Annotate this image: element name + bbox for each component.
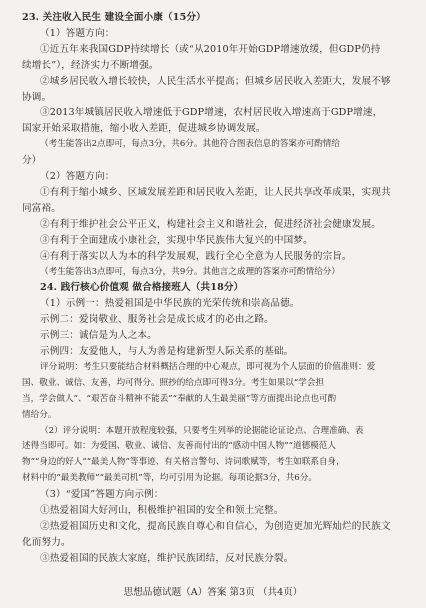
- answer-direction-label: （1）答题方向：: [40, 27, 115, 39]
- scoring-note-cont: 物”“身边的好人”“最美人物”等事迹、有关格言警句、诗词歌赋等，考生如联系自身，: [22, 457, 345, 468]
- scoring-note: 评分说明：考生只要能结合材料概括合理的中心观点，即可视为个人层面的价值准则：爱: [40, 361, 376, 372]
- scoring-note-cont: 国、敬业、诚信、友善，均可得分。照抄的给点即可得3分。考生如果以“学会担: [22, 377, 325, 388]
- answer-point: ①有利于缩小城乡、区域发展差距和居民收入差距，让人民共享改革成果，实现共: [40, 186, 391, 198]
- answer-point: ①近五年来我国GDP持续增长（或“从2010年开始GDP增速放缓，但GDP仍持: [40, 43, 381, 55]
- answer-point: ④有利于落实以人为本的科学发展观，践行全心全意为人民服务的宗旨。: [40, 250, 352, 262]
- answer-point-cont: 协调。: [22, 91, 52, 103]
- example-item: 示例二：爱岗敬业、服务社会是成长成才的必由之路。: [40, 314, 274, 326]
- answer-point: ②热爱祖国历史和文化，提高民族自尊心和自信心，为创造更加光辉灿烂的民族文: [40, 521, 391, 532]
- answer-point: ③热爱祖国的民族大家庭，维护民族团结，反对民族分裂。: [40, 552, 294, 564]
- scoring-note-cont: 当，学会做人”、“艰苦奋斗精神不能丢”“奉献的人生最美丽”等方面提出论点也可酌: [22, 393, 337, 404]
- scoring-note-cont: 述得当即可。如：为爱国、敬业、诚信、友善而付出的“感动中国人物”“道德模范人: [22, 441, 336, 452]
- question-23-heading: 23. 关注收入民生 建设全面小康（15分）: [22, 12, 206, 23]
- answer-point: ②有利于维护社会公平正义，构建社会主义和谐社会，促进经济社会健康发展。: [40, 218, 382, 230]
- answer-point-cont: 国家开始采取措施，缩小收入差距，促进城乡协调发展。: [22, 123, 266, 135]
- page-footer: 思想品德试题（A）答案 第3页 （共4页）: [123, 587, 303, 598]
- example-item: 示例四：友爱他人，与人为善是构建新型人际关系的基础。: [40, 346, 294, 358]
- answer-point-cont: 同富裕。: [22, 202, 61, 214]
- scoring-note: （2）评分说明：本题开放程度较强，只要考生列举的论据能论证论点、合理准确、表: [40, 425, 364, 436]
- answer-direction-label: （3）“爱国”答题方向示例：: [40, 489, 164, 501]
- answer-point: ②城乡居民收入增长较快，人民生活水平提高；但城乡居民收入差距大，发展不够: [40, 75, 391, 87]
- question-24-heading: 24. 践行核心价值观 做合格接班人（共18分）: [40, 282, 244, 294]
- scoring-note: （考生能答出2点即可，每点3分，共6分。其他符合图表信息的答案亦可酌情给: [40, 139, 340, 150]
- answer-point: ③2013年城镇居民收入增速低于GDP增速，农村居民收入增速高于GDP增速，: [40, 107, 383, 119]
- answer-point-cont: 化而努力。: [22, 536, 71, 548]
- example-item: 示例三：诚信是为人之本。: [40, 330, 157, 342]
- scoring-note-cont: 材料中的“最美教师”“最美司机”等，均可引用为论据。每项论据3分，共6分。: [22, 473, 317, 484]
- answer-point: ③有利于全面建成小康社会，实现中华民族伟大复兴的中国梦。: [40, 234, 313, 246]
- example-item: （1）示例一：热爱祖国是中华民族的光荣传统和崇高品德。: [40, 298, 300, 310]
- answer-point-cont: 续增长”），经济实力不断增强。: [22, 59, 159, 71]
- scoring-note-cont: 情给分。: [22, 409, 57, 420]
- scoring-note: （考生能答出3点即可，每点3分，共9分。其他言之成理的答案亦可酌情给分）: [40, 266, 340, 277]
- answer-direction-label: （2）答题方向：: [40, 171, 115, 183]
- scoring-note-cont: 分）: [22, 155, 42, 167]
- answer-point: ①热爱祖国大好河山，积极维护祖国的安全和领土完整。: [40, 505, 284, 517]
